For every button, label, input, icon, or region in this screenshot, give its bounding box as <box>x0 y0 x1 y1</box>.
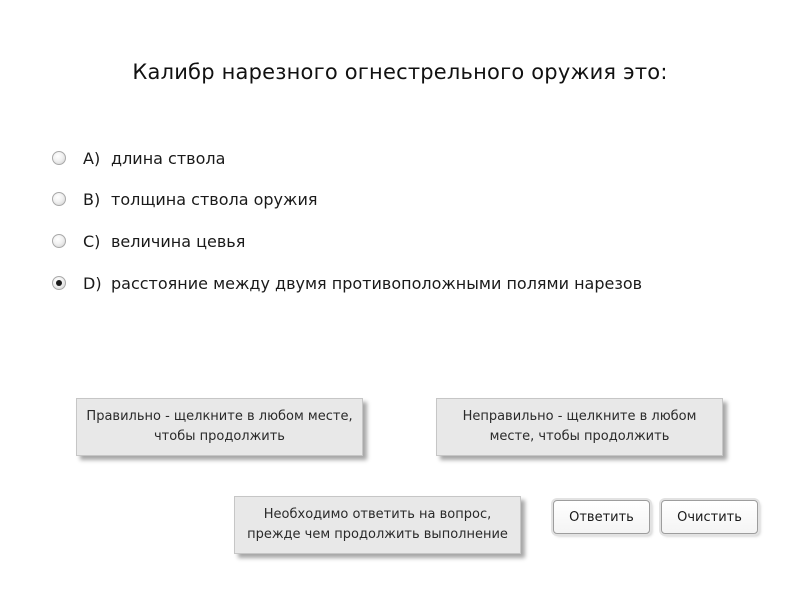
option-d[interactable] <box>52 270 752 296</box>
must-answer-notice[interactable]: Необходимо ответить на вопрос, прежде чем продолжить выполнение <box>234 496 521 554</box>
option-c-text: величина цевья <box>111 231 246 251</box>
option-b-text: толщина ствола оружия <box>111 189 318 209</box>
option-a[interactable] <box>52 145 752 171</box>
option-d-letter: D) <box>83 273 102 293</box>
option-d-text: расстояние между двумя противоположными полями нарезов <box>111 273 643 293</box>
question-title: Калибр нарезного огнестрельного оружия это: <box>132 60 668 84</box>
option-c-letter: C) <box>83 231 101 251</box>
option-c[interactable] <box>52 228 752 254</box>
submit-button[interactable]: Ответить <box>553 500 650 534</box>
option-a-letter: A) <box>83 148 101 168</box>
option-b-letter: B) <box>83 189 101 209</box>
option-b[interactable] <box>52 186 752 212</box>
radio-option-c[interactable] <box>52 234 66 248</box>
radio-option-a[interactable] <box>52 151 66 165</box>
option-a-text: длина ствола <box>111 148 226 168</box>
correct-feedback-box[interactable]: Правильно - щелкните в любом месте, чтобы продолжить <box>76 398 363 456</box>
radio-option-d[interactable] <box>52 276 66 290</box>
radio-option-b[interactable] <box>52 192 66 206</box>
incorrect-feedback-box[interactable]: Неправильно - щелкните в любом месте, чтобы продолжить <box>436 398 723 456</box>
clear-button[interactable]: Очистить <box>661 500 758 534</box>
